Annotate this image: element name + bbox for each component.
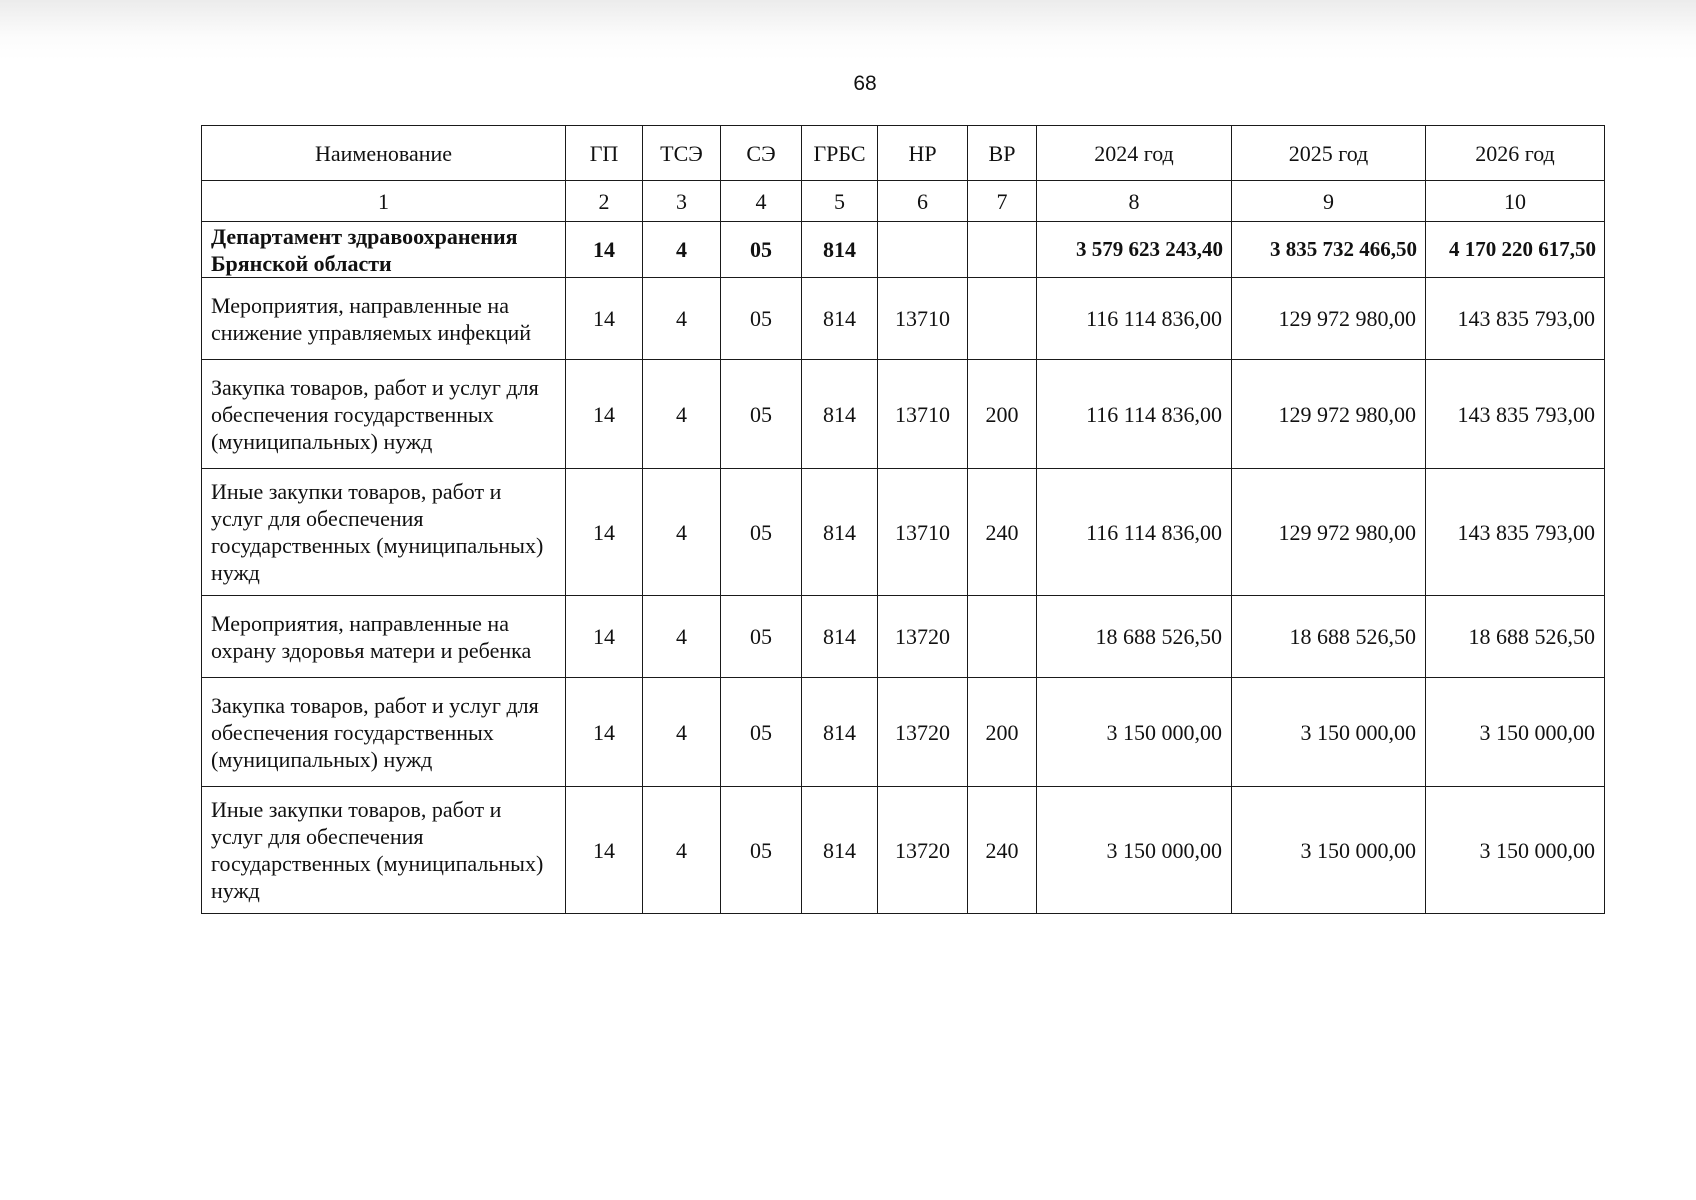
amount-cell: 143 835 793,00 [1426, 469, 1605, 596]
code-cell: 14 [566, 469, 643, 596]
table-row [202, 596, 1605, 678]
code-cell: 14 [566, 678, 643, 787]
code-cell: 05 [721, 278, 802, 360]
header-cell: ГРБС [802, 126, 878, 181]
code-cell: 14 [566, 222, 643, 278]
table-row [202, 278, 1605, 360]
header-cell: 2025 год [1232, 126, 1426, 181]
column-number: 3 [643, 181, 721, 222]
code-cell: 4 [643, 222, 721, 278]
amount-cell: 116 114 836,00 [1037, 360, 1232, 469]
amount-cell: 3 150 000,00 [1037, 678, 1232, 787]
amount-cell: 18 688 526,50 [1426, 596, 1605, 678]
row-name-cell: Иные закупки товаров, работ и услуг для обеспечения государственных (муниципальных) нужд [202, 787, 566, 914]
row-name-cell: Закупка товаров, работ и услуг для обеспечения государственных (муниципальных) нужд [202, 678, 566, 787]
column-number-row [202, 181, 1605, 222]
amount-cell: 143 835 793,00 [1426, 360, 1605, 469]
header-row [202, 126, 1605, 181]
code-cell [968, 278, 1037, 360]
table-row [202, 787, 1605, 914]
row-name-cell: Закупка товаров, работ и услуг для обеспечения государственных (муниципальных) нужд [202, 360, 566, 469]
amount-cell: 18 688 526,50 [1037, 596, 1232, 678]
code-cell: 814 [802, 278, 878, 360]
table-row [202, 469, 1605, 596]
code-cell [968, 596, 1037, 678]
amount-cell: 3 150 000,00 [1232, 678, 1426, 787]
amount-cell: 116 114 836,00 [1037, 278, 1232, 360]
column-number: 9 [1232, 181, 1426, 222]
code-cell: 05 [721, 222, 802, 278]
code-cell: 4 [643, 596, 721, 678]
amount-cell: 3 150 000,00 [1232, 787, 1426, 914]
header-cell: ТСЭ [643, 126, 721, 181]
code-cell [968, 222, 1037, 278]
page-number: 68 [853, 72, 877, 95]
code-cell: 13720 [878, 787, 968, 914]
amount-cell: 129 972 980,00 [1232, 360, 1426, 469]
code-cell: 05 [721, 469, 802, 596]
code-cell: 814 [802, 678, 878, 787]
code-cell: 13710 [878, 278, 968, 360]
header-cell: СЭ [721, 126, 802, 181]
amount-cell: 18 688 526,50 [1232, 596, 1426, 678]
column-number: 8 [1037, 181, 1232, 222]
code-cell: 4 [643, 678, 721, 787]
code-cell: 14 [566, 278, 643, 360]
column-number: 1 [202, 181, 566, 222]
budget-table [201, 125, 1605, 914]
column-number: 5 [802, 181, 878, 222]
amount-cell: 3 579 623 243,40 [1037, 222, 1232, 278]
amount-cell: 143 835 793,00 [1426, 278, 1605, 360]
scan-shadow [0, 0, 1696, 60]
amount-cell: 4 170 220 617,50 [1426, 222, 1605, 278]
header-cell: ВР [968, 126, 1037, 181]
code-cell: 13710 [878, 360, 968, 469]
amount-cell: 129 972 980,00 [1232, 278, 1426, 360]
code-cell: 4 [643, 278, 721, 360]
header-cell: ГП [566, 126, 643, 181]
column-number: 10 [1426, 181, 1605, 222]
code-cell: 14 [566, 596, 643, 678]
code-cell: 05 [721, 787, 802, 914]
amount-cell: 3 150 000,00 [1037, 787, 1232, 914]
header-cell: 2024 год [1037, 126, 1232, 181]
code-cell: 814 [802, 222, 878, 278]
code-cell: 814 [802, 360, 878, 469]
code-cell: 14 [566, 360, 643, 469]
code-cell: 814 [802, 787, 878, 914]
table-body [202, 126, 1605, 914]
column-number: 2 [566, 181, 643, 222]
table-row [202, 222, 1605, 278]
code-cell: 4 [643, 787, 721, 914]
code-cell: 14 [566, 787, 643, 914]
column-number: 7 [968, 181, 1037, 222]
row-name-cell: Мероприятия, направленные на охрану здоровья матери и ребенка [202, 596, 566, 678]
code-cell: 4 [643, 360, 721, 469]
code-cell: 05 [721, 360, 802, 469]
amount-cell: 116 114 836,00 [1037, 469, 1232, 596]
amount-cell: 3 835 732 466,50 [1232, 222, 1426, 278]
amount-cell: 3 150 000,00 [1426, 678, 1605, 787]
code-cell: 240 [968, 469, 1037, 596]
code-cell: 13710 [878, 469, 968, 596]
code-cell [878, 222, 968, 278]
code-cell: 200 [968, 678, 1037, 787]
code-cell: 814 [802, 469, 878, 596]
row-name-cell: Департамент здравоохранения Брянской области [202, 222, 566, 278]
code-cell: 05 [721, 678, 802, 787]
code-cell: 05 [721, 596, 802, 678]
header-cell: НР [878, 126, 968, 181]
header-cell: 2026 год [1426, 126, 1605, 181]
code-cell: 240 [968, 787, 1037, 914]
code-cell: 814 [802, 596, 878, 678]
code-cell: 13720 [878, 596, 968, 678]
table-row [202, 678, 1605, 787]
header-cell: Наименование [202, 126, 566, 181]
code-cell: 200 [968, 360, 1037, 469]
code-cell: 13720 [878, 678, 968, 787]
amount-cell: 129 972 980,00 [1232, 469, 1426, 596]
amount-cell: 3 150 000,00 [1426, 787, 1605, 914]
row-name-cell: Иные закупки товаров, работ и услуг для обеспечения государственных (муниципальных) нужд [202, 469, 566, 596]
row-name-cell: Мероприятия, направленные на снижение управляемых инфекций [202, 278, 566, 360]
table-row [202, 360, 1605, 469]
column-number: 6 [878, 181, 968, 222]
code-cell: 4 [643, 469, 721, 596]
column-number: 4 [721, 181, 802, 222]
